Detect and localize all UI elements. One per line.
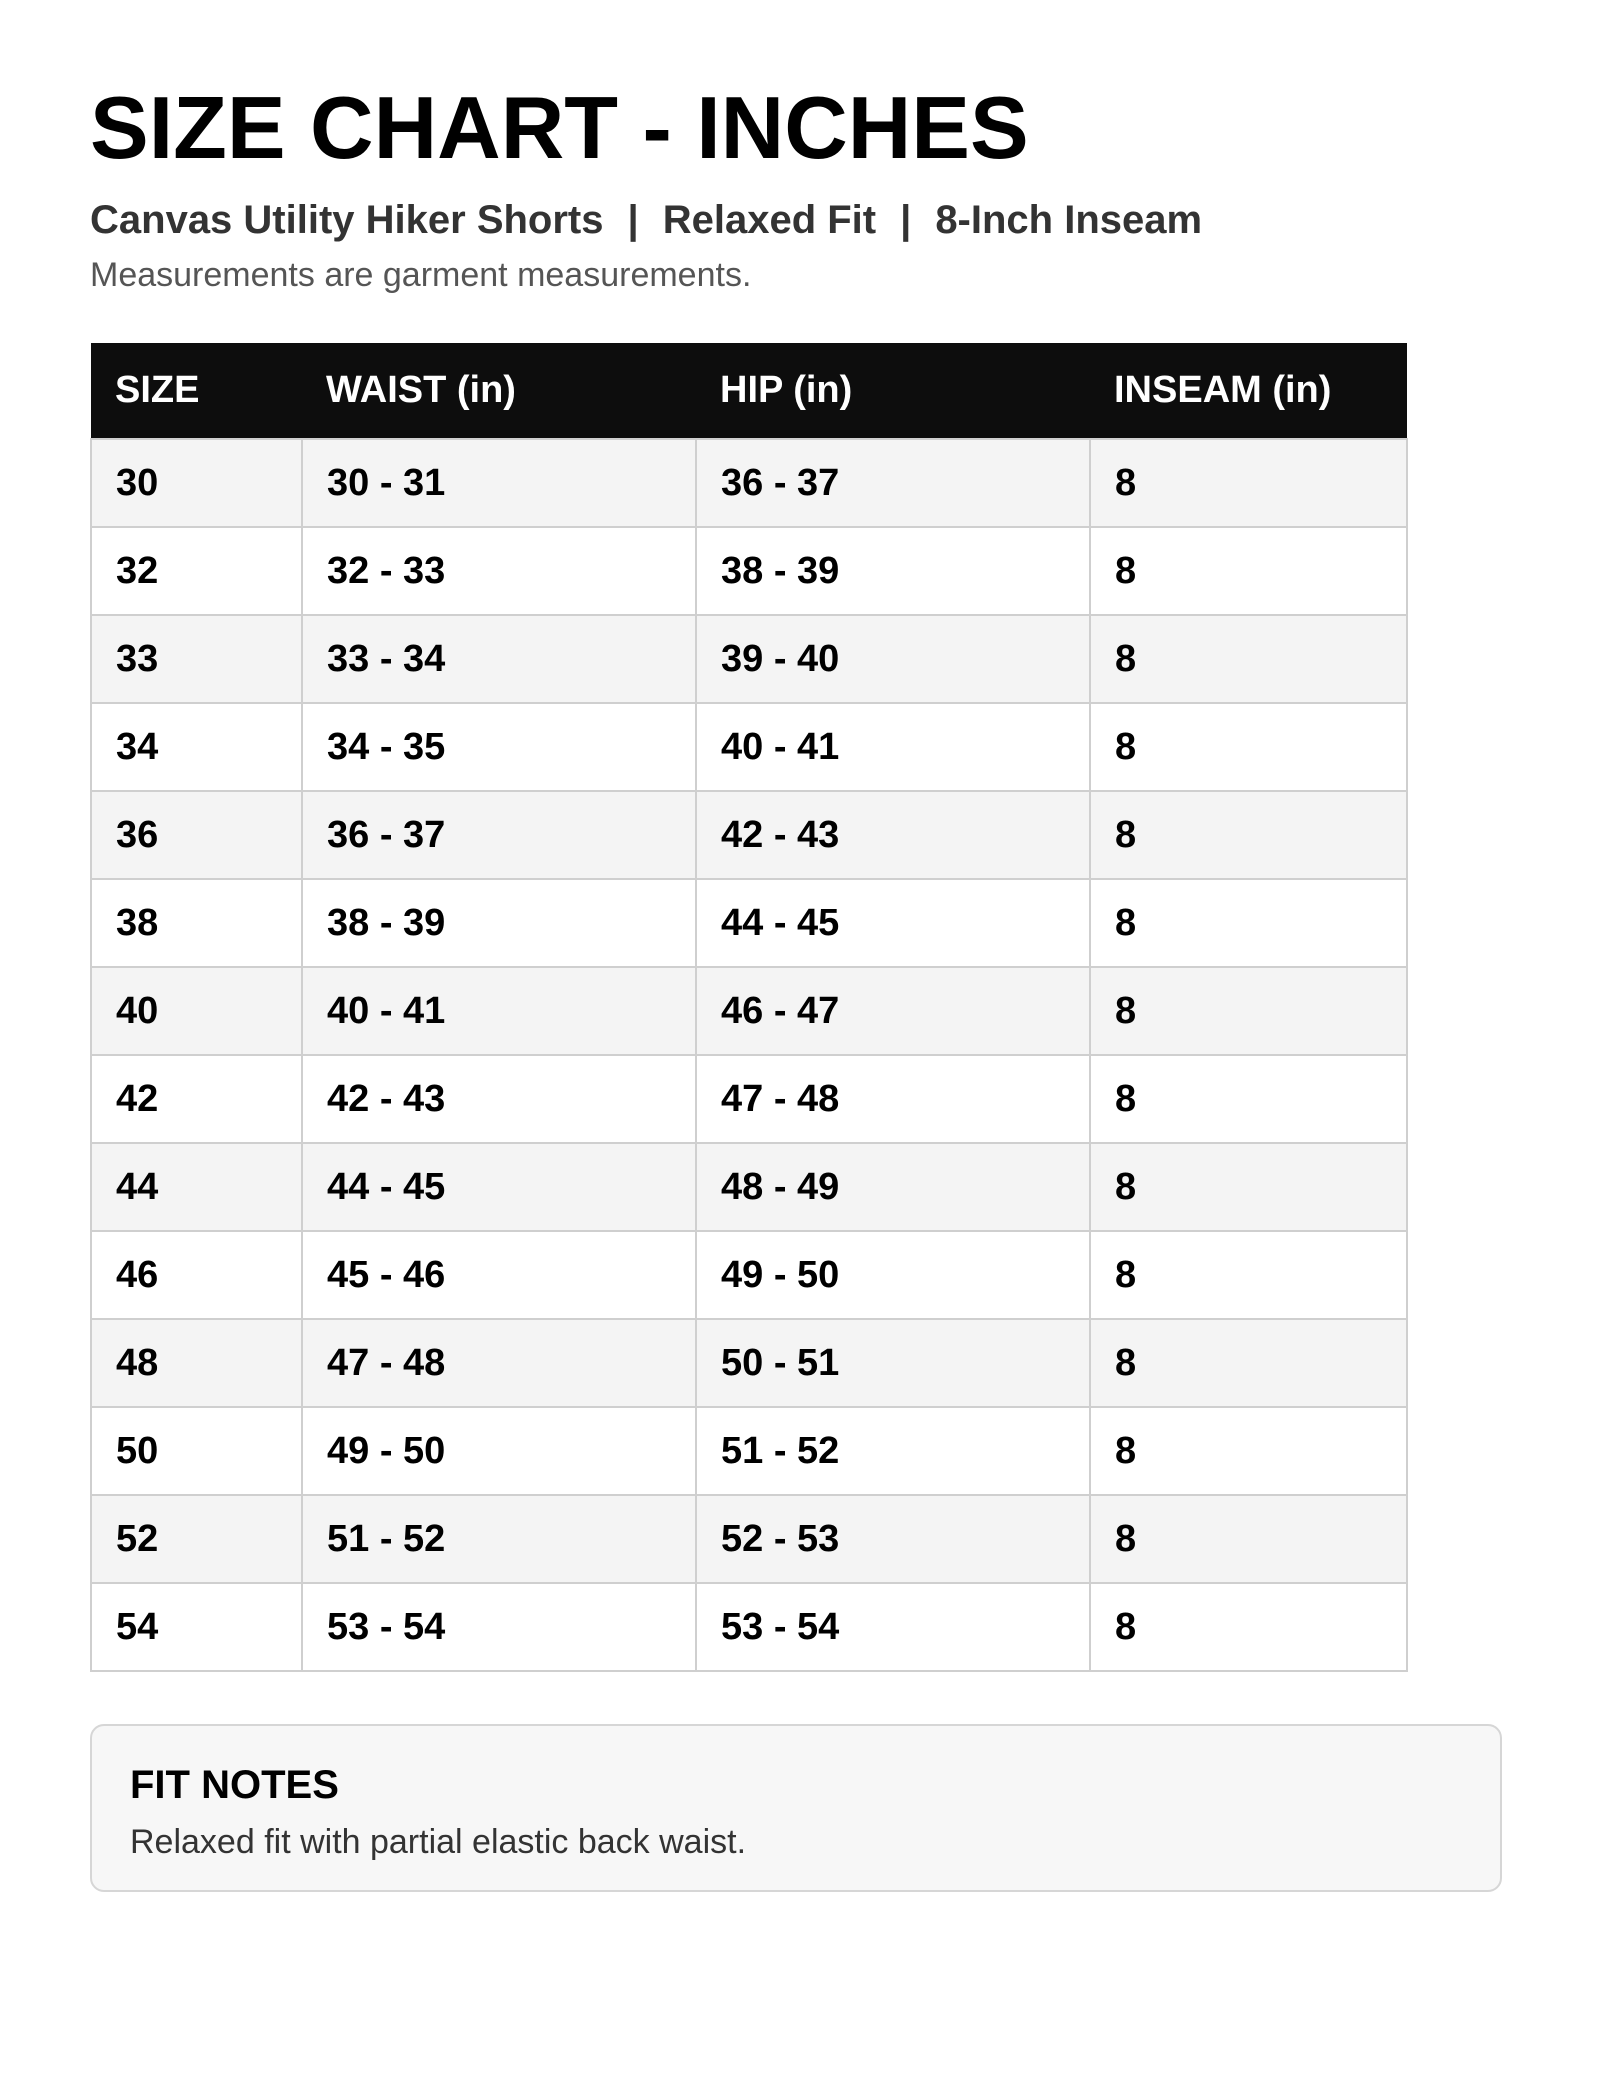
cell-waist: 49 - 50 [302,1407,696,1495]
cell-inseam: 8 [1090,1583,1407,1671]
cell-inseam: 8 [1090,1319,1407,1407]
product-subtitle [90,196,1202,244]
table-row [91,791,1407,879]
cell-size: 33 [91,615,302,703]
cell-hip: 53 - 54 [696,1583,1090,1671]
cell-size: 48 [91,1319,302,1407]
cell-hip: 49 - 50 [696,1231,1090,1319]
fit-type: Relaxed Fit [662,198,877,242]
table-row [91,1231,1407,1319]
cell-hip: 40 - 41 [696,703,1090,791]
column-header-hip: HIP (in) [696,343,1090,439]
table-row [91,879,1407,967]
table-row [91,439,1407,527]
subtitle-separator: | [900,198,912,242]
cell-inseam: 8 [1090,1495,1407,1583]
cell-hip: 39 - 40 [696,615,1090,703]
cell-size: 52 [91,1495,302,1583]
size-table [90,343,1408,1672]
table-row [91,527,1407,615]
table-row [91,703,1407,791]
page-title: SIZE CHART - INCHES [90,78,1029,177]
cell-waist: 51 - 52 [302,1495,696,1583]
cell-hip: 47 - 48 [696,1055,1090,1143]
cell-waist: 53 - 54 [302,1583,696,1671]
cell-inseam: 8 [1090,1231,1407,1319]
cell-inseam: 8 [1090,615,1407,703]
table-header [91,343,1407,439]
cell-waist: 38 - 39 [302,879,696,967]
fit-notes-heading: FIT NOTES [130,1763,339,1807]
cell-size: 38 [91,879,302,967]
table-row [91,1143,1407,1231]
cell-size: 30 [91,439,302,527]
cell-hip: 36 - 37 [696,439,1090,527]
cell-inseam: 8 [1090,1055,1407,1143]
cell-waist: 34 - 35 [302,703,696,791]
column-header-size: SIZE [91,343,302,439]
cell-waist: 32 - 33 [302,527,696,615]
cell-waist: 40 - 41 [302,967,696,1055]
cell-inseam: 8 [1090,967,1407,1055]
cell-size: 46 [91,1231,302,1319]
cell-waist: 45 - 46 [302,1231,696,1319]
inseam-length: 8-Inch Inseam [935,198,1203,242]
fit-notes-text: Relaxed fit with partial elastic back waist. [130,1823,747,1861]
cell-hip: 42 - 43 [696,791,1090,879]
cell-size: 44 [91,1143,302,1231]
cell-size: 40 [91,967,302,1055]
cell-waist: 33 - 34 [302,615,696,703]
cell-hip: 50 - 51 [696,1319,1090,1407]
cell-waist: 30 - 31 [302,439,696,527]
cell-size: 34 [91,703,302,791]
column-header-inseam: INSEAM (in) [1090,343,1407,439]
table-row [91,967,1407,1055]
cell-size: 42 [91,1055,302,1143]
cell-size: 50 [91,1407,302,1495]
cell-inseam: 8 [1090,791,1407,879]
measurement-note: Measurements are garment measurements. [90,256,752,294]
cell-inseam: 8 [1090,703,1407,791]
fit-notes-box [90,1724,1502,1892]
table-row [91,615,1407,703]
product-name: Canvas Utility Hiker Shorts [90,198,604,242]
table-body [91,439,1407,1671]
cell-inseam: 8 [1090,527,1407,615]
cell-waist: 36 - 37 [302,791,696,879]
cell-inseam: 8 [1090,1407,1407,1495]
cell-hip: 51 - 52 [696,1407,1090,1495]
cell-waist: 42 - 43 [302,1055,696,1143]
cell-hip: 48 - 49 [696,1143,1090,1231]
cell-waist: 44 - 45 [302,1143,696,1231]
cell-inseam: 8 [1090,1143,1407,1231]
subtitle-separator: | [627,198,639,242]
table-row [91,1583,1407,1671]
column-header-waist: WAIST (in) [302,343,696,439]
table-row [91,1407,1407,1495]
cell-hip: 38 - 39 [696,527,1090,615]
cell-inseam: 8 [1090,439,1407,527]
cell-hip: 52 - 53 [696,1495,1090,1583]
cell-size: 32 [91,527,302,615]
cell-size: 54 [91,1583,302,1671]
cell-waist: 47 - 48 [302,1319,696,1407]
cell-inseam: 8 [1090,879,1407,967]
cell-hip: 46 - 47 [696,967,1090,1055]
table-row [91,1319,1407,1407]
table-row [91,1055,1407,1143]
table-header-row [91,343,1407,439]
table-row [91,1495,1407,1583]
cell-size: 36 [91,791,302,879]
cell-hip: 44 - 45 [696,879,1090,967]
